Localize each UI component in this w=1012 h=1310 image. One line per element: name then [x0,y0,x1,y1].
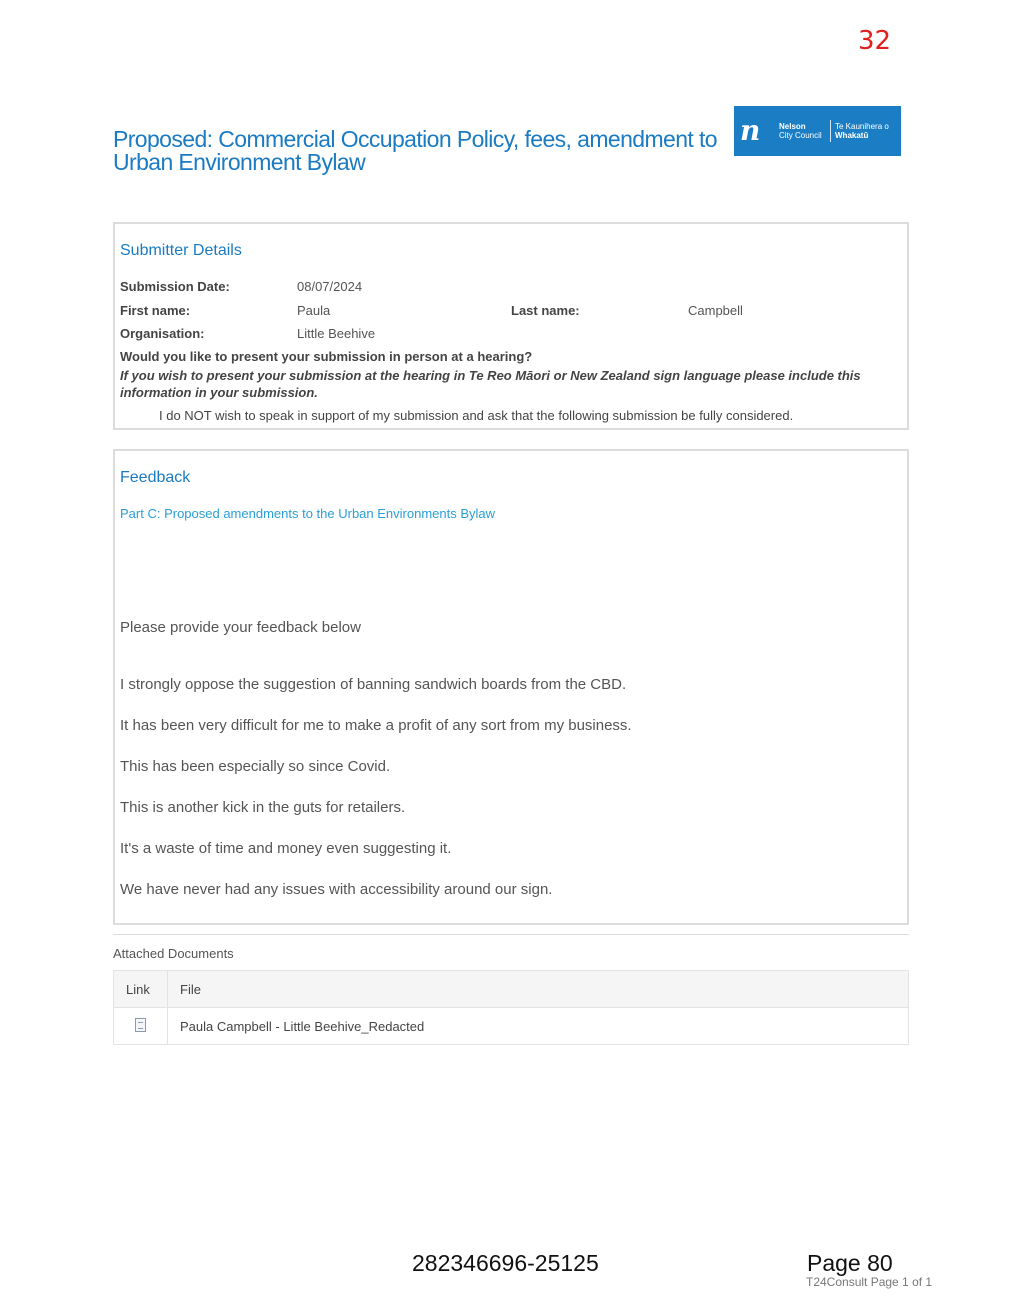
last-name-label: Last name: [511,303,580,318]
logo-text-english [779,122,822,140]
feedback-heading: Feedback [120,469,191,486]
document-title: Proposed: Commercial Occupation Policy, fees, amendment to Urban Environment Bylaw [113,126,717,175]
nelson-city-council-logo [734,106,901,156]
organisation-value: Little Beehive [297,326,376,341]
organisation-label: Organisation: [120,326,205,341]
feedback-line: It's a waste of time and money even suggesting it. [120,840,452,857]
logo-line-2b: Whakatū [835,131,869,140]
document-icon[interactable] [135,1018,146,1032]
logo-separator [830,120,831,142]
feedback-line: It has been very difficult for me to make a profit of any sort from my business. [120,717,632,734]
attachment-file-name: Paula Campbell - Little Beehive_Redacted [168,1008,909,1045]
feedback-line: We have never had any issues with accessibility around our sign. [120,881,553,898]
attachments-table [113,970,909,1045]
document-id: 282346696-25125 [412,1250,599,1276]
hearing-question: Would you like to present your submission in person at a hearing? [120,349,533,364]
feedback-line: This is another kick in the guts for retailers. [120,799,406,816]
footer-source: T24Consult Page 1 of 1 [806,1275,933,1289]
logo-line-1a: Nelson [779,122,806,131]
attached-documents-label: Attached Documents [113,946,234,961]
feedback-prompt: Please provide your feedback below [120,619,361,636]
table-row [114,1008,909,1045]
last-name-value: Campbell [688,303,743,318]
feedback-part-title: Part C: Proposed amendments to the Urban Environments Bylaw [120,506,496,521]
attachment-link-cell[interactable] [114,1008,168,1045]
submitter-details-heading: Submitter Details [120,242,242,259]
link-column-header: Link [114,971,168,1008]
page-number: 32 [858,26,892,56]
logo-mark: n [740,114,755,147]
footer-page-number: Page 80 [807,1250,893,1276]
submission-date-value: 08/07/2024 [297,279,363,294]
submission-date-label: Submission Date: [120,279,230,294]
hearing-answer: I do NOT wish to speak in support of my submission and ask that the following submission be fully considered. [159,408,794,423]
file-column-header: File [168,971,909,1008]
logo-line-2a: Te Kaunihera o [835,122,889,131]
logo-line-1b: City Council [779,131,822,140]
first-name-label: First name: [120,303,191,318]
logo-text-maori [835,122,889,140]
hearing-question-note: If you wish to present your submission at the hearing in Te Reo Māori or New Zealand sign language please include this information in your submission. [120,368,861,400]
attachments-header-row [114,971,909,1008]
first-name-value: Paula [297,303,331,318]
feedback-line: I strongly oppose the suggestion of banning sandwich boards from the CBD. [120,676,627,693]
feedback-line: This has been especially so since Covid. [120,758,391,775]
divider [113,934,909,935]
